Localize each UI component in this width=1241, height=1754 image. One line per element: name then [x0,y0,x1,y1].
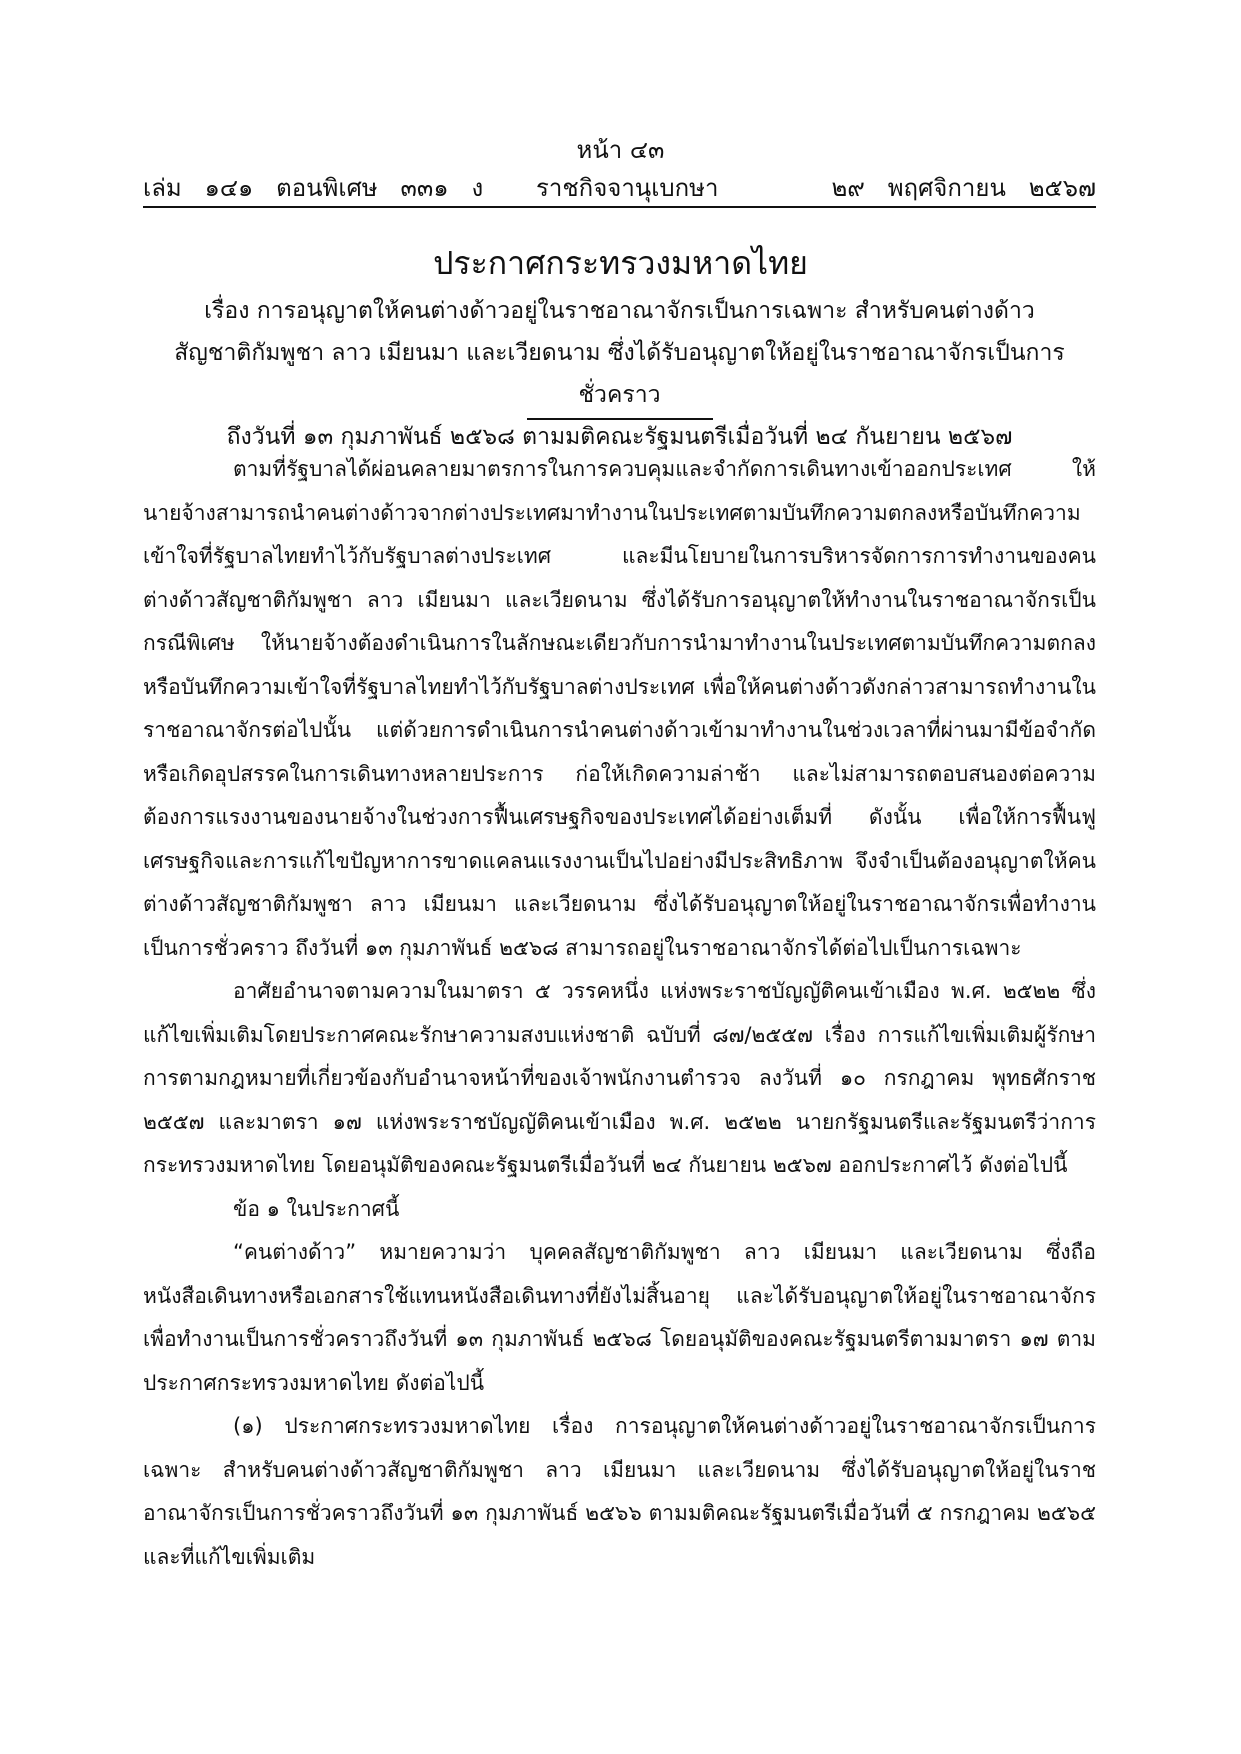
body-paragraph-authority: อาศัยอำนาจตามความในมาตรา ๕ วรรคหนึ่ง แห่งพระราชบัญญัติคนเข้าเมือง พ.ศ. ๒๕๒๒ ซึ่งแก้ไขเพิ่มเติมโดยประกาศคณะรักษาความสงบแห่งชาติ ฉบับที่ ๘๗/๒๕๕๗ เรื่อง การแก้ไขเพิ่มเติมผู้รักษาการตามกฎหมายที่เกี่ยวข้องกับอำนาจหน้าที่ของเจ้าพนักงานตำรวจ ลงวันที่ ๑๐ กรกฎาคม พุทธศักราช ๒๕๕๗ และมาตรา ๑๗ แห่งพระราชบัญญัติคนเข้าเมือง พ.ศ. ๒๕๒๒ นายกรัฐมนตรีและรัฐมนตรีว่าการกระทรวงมหาดไทย โดยอนุมัติของคณะรัฐมนตรีเมื่อวันที่ ๒๔ กันยายน ๒๕๖๗ ออกประกาศไว้ ดังต่อไปนี้ [143,979,1096,1177]
gazette-header [143,168,1096,202]
publication-name: ราชกิจจานุเบกษา [536,174,719,202]
page-number: หน้า ๔๓ [576,136,665,164]
body-paragraph-preamble: ตามที่รัฐบาลได้ผ่อนคลายมาตรการในการควบคุมและจำกัดการเดินทางเข้าออกประเทศ ให้นายจ้างสามารถนำคนต่างด้าวจากต่างประเทศมาทำงานในประเทศตามบันทึกความตกลงหรือบันทึกความเข้าใจที่รัฐบาลไทยทำไว้กับรัฐบาลต่างประเทศ และมีนโยบายในการบริหารจัดการการทำงานของคนต่างด้าวสัญชาติกัมพูชา ลาว เมียนมา และเวียดนาม ซึ่งได้รับการอนุญาตให้ทำงานในราชอาณาจักรเป็นกรณีพิเศษ ให้นายจ้างต้องดำเนินการในลักษณะเดียวกับการนำมาทำงานในประเทศตามบันทึกความตกลงหรือบันทึกความเข้าใจที่รัฐบาลไทยทำไว้กับรัฐบาลต่างประเทศ เพื่อให้คนต่างด้าวดังกล่าวสามารถทำงานในราชอาณาจักรต่อไปนั้น แต่ด้วยการดำเนินการนำคนต่างด้าวเข้ามาทำงานในช่วงเวลาที่ผ่านมามีข้อจำกัดหรือเกิดอุปสรรคในการเดินทางหลายประการ ก่อให้เกิดความล่าช้า และไม่สามารถตอบสนองต่อความต้องการแรงงานของนายจ้างในช่วงการฟื้นเศรษฐกิจของประเทศได้อย่างเต็มที่ ดังนั้น เพื่อให้การฟื้นฟูเศรษฐกิจและการแก้ไขปัญหาการขาดแคลนแรงงานเป็นไปอย่างมีประสิทธิภาพ จึงจำเป็นต้องอนุญาตให้คนต่างด้าวสัญชาติกัมพูชา ลาว เมียนมา และเวียดนาม ซึ่งได้รับอนุญาตให้อยู่ในราชอาณาจักรเพื่อทำงานเป็นการชั่วคราว ถึงวันที่ ๑๓ กุมภาพันธ์ ๒๕๖๘ สามารถอยู่ในราชอาณาจักรได้ต่อไปเป็นการเฉพาะ [143,457,1096,960]
subject-line: เรื่อง การอนุญาตให้คนต่างด้าวอยู่ในราชอาณาจักรเป็นการเฉพาะ สำหรับคนต่างด้าว [204,298,1035,324]
title-divider [527,418,713,420]
publication-date: ๒๙ พฤศจิกายน ๒๕๖๗ [831,174,1096,202]
clause-heading: ข้อ ๑ ในประกาศนี้ [233,1196,400,1221]
definition-paragraph: “คนต่างด้าว” หมายความว่า บุคคลสัญชาติกัมพูชา ลาว เมียนมา และเวียดนาม ซึ่งถือหนังสือเดินทางหรือเอกสารใช้แทนหนังสือเดินทางที่ยังไม่สิ้นอายุ และได้รับอนุญาตให้อยู่ในราชอาณาจักรเพื่อทำงานเป็นการชั่วคราวถึงวันที่ ๑๓ กุมภาพันธ์ ๒๕๖๘ โดยอนุมัติของคณะรัฐมนตรีตามมาตรา ๑๗ ตามประกาศกระทรวงมหาดไทย ดังต่อไปนี้ [143,1240,1096,1395]
announcement-title: ประกาศกระทรวงมหาดไทย [433,244,808,282]
announcement-body [143,448,1096,1579]
header-divider [143,206,1096,208]
subject-line: ถึงวันที่ ๑๓ กุมภาพันธ์ ๒๕๖๘ ตามมติคณะรัฐมนตรีเมื่อวันที่ ๒๔ กันยายน ๒๕๖๗ [226,424,1013,450]
volume-issue: เล่ม ๑๔๑ ตอนพิเศษ ๓๓๑ ง [143,174,484,202]
subject-line: สัญชาติกัมพูชา ลาว เมียนมา และเวียดนาม ซึ่งได้รับอนุญาตให้อยู่ในราชอาณาจักรเป็นการชั่วคราว [174,340,1065,408]
sub-clause-1: (๑) ประกาศกระทรวงมหาดไทย เรื่อง การอนุญาตให้คนต่างด้าวอยู่ในราชอาณาจักรเป็นการเฉพาะ สำหรับคนต่างด้าวสัญชาติกัมพูชา ลาว เมียนมา และเวียดนาม ซึ่งได้รับอนุญาตให้อยู่ในราชอาณาจักรเป็นการชั่วคราวถึงวันที่ ๑๓ กุมภาพันธ์ ๒๕๖๖ ตามมติคณะรัฐมนตรีเมื่อวันที่ ๕ กรกฎาคม ๒๕๖๕ และที่แก้ไขเพิ่มเติม [143,1414,1096,1569]
announcement-subject [143,290,1096,458]
